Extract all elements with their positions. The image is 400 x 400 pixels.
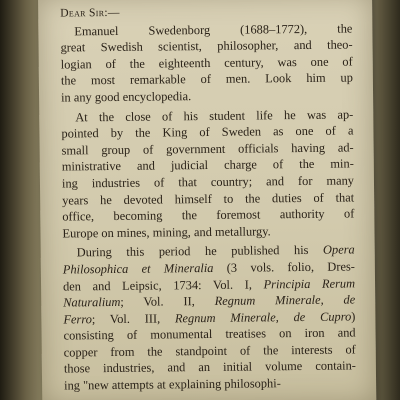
text-run: office, becoming the foremost authority of — [62, 206, 355, 224]
text-line — [61, 70, 353, 90]
text-run: ; Vol. III, — [91, 311, 175, 326]
italic-text: Regnum Minerale, de — [214, 292, 356, 309]
text-line — [61, 86, 353, 106]
text-run: years he devoted himself to the duties of that — [62, 189, 355, 208]
text-line — [62, 222, 354, 242]
text-run: pointed by the King of Sweden as one of a — [61, 123, 354, 141]
text-run: Europe on mines, mining, and metallurgy. — [62, 224, 271, 241]
italic-text: Naturalium — [63, 294, 121, 310]
text-run: (3 vols. folio, Dres- — [213, 259, 355, 275]
text-run: in any good encyclopedia. — [61, 89, 192, 105]
text-run: consisting of monumental treatises on iron and — [63, 325, 356, 343]
text-run: ing "new attempts at explaining philosophi- — [64, 376, 281, 393]
book-spine-shadow — [0, 0, 44, 400]
paragraph — [60, 20, 353, 106]
book-page — [38, 0, 376, 400]
text-run: ) — [351, 309, 356, 324]
italic-text: Principia Rerum — [263, 275, 356, 291]
text-run: den and Leipsic, 1734: Vol. I, — [62, 276, 264, 294]
text-run: great Swedish scientist, philosopher, and theo- — [60, 37, 353, 55]
paragraph — [63, 242, 357, 394]
text-run: At the close of his student life he was ap- — [75, 107, 354, 124]
text-run: During this period he published his — [76, 243, 324, 260]
text-run: copper from the standpoint of the interests of — [63, 342, 356, 360]
italic-text: Ferro — [63, 311, 92, 327]
text-run: small group of government officials having ad- — [61, 140, 354, 158]
salutation: Dear Sir:— — [60, 5, 120, 20]
italic-text: Opera — [322, 242, 355, 258]
text-run: Emanuel Swedenborg (1688–1772), the — [74, 21, 353, 38]
italic-text: Regnum Minerale, de Cupro — [174, 309, 352, 326]
letter-text — [60, 2, 356, 397]
text-run: logian of the eighteenth century, was one of — [60, 54, 353, 72]
text-run: ; Vol. II, — [120, 294, 215, 309]
text-run: ing industries of that country; and for many — [61, 173, 355, 191]
text-line — [62, 206, 354, 226]
italic-text: Philosophica et Mineralia — [62, 260, 214, 277]
text-run: those industries, and an initial volume contain- — [63, 358, 356, 376]
text-line — [64, 358, 356, 378]
paragraph — [61, 106, 354, 242]
letter-body — [60, 20, 356, 394]
text-line — [64, 375, 356, 395]
text-run: ministrative and judicial charge of the min- — [61, 156, 354, 174]
text-run: the most remarkable of men. Look him up — [60, 70, 353, 88]
